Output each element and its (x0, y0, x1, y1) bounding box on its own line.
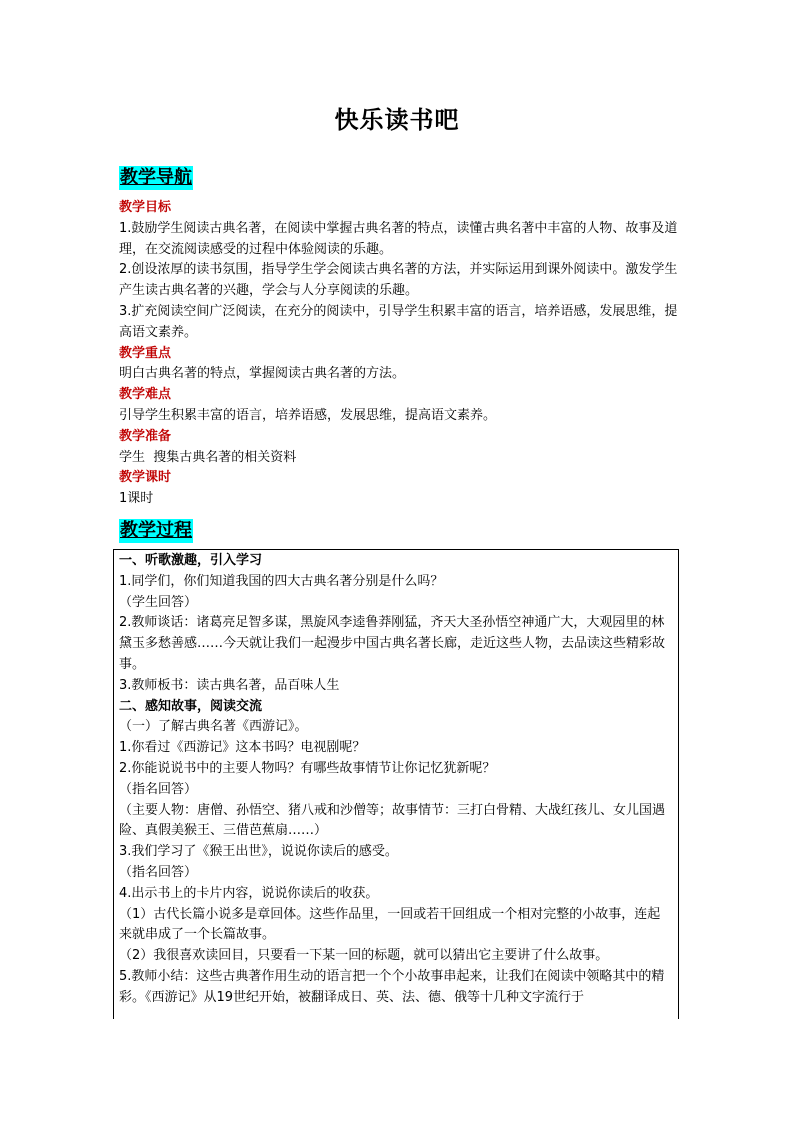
difficulties-text: 引导学生积累丰富的语言，培养语感，发展思维，提高语文素养。 (119, 407, 497, 423)
process-line: 1.同学们，你们知道我国的四大古典名著分别是什么吗？ (119, 573, 444, 589)
section-heading-process: 教学过程 (120, 520, 192, 541)
key-points-text: 明白古典名著的特点，掌握阅读古典名著的方法。 (119, 366, 406, 382)
process-line: 1.你看过《西游记》这本书吗？电视剧呢？ (119, 740, 366, 756)
teaching-guide (119, 198, 679, 510)
process-line: 3.教师板书：读古典名著，品百味人生 (119, 677, 340, 693)
objective-item: 2.创设浓厚的读书氛围，指导学生学会阅读古典名著的方法，并实际运用到课外阅读中。激发学生产生读古典名著的兴趣，学会与人分享阅读的乐趣。 (119, 262, 678, 299)
process-line: （主要人物：唐僧、孙悟空、猪八戒和沙僧等；故事情节：三打白骨精、大战红孩儿、女儿国遇险、真假美猴王、三借芭蕉扇……） (119, 802, 666, 839)
preparation-heading: 教学准备 (119, 428, 172, 444)
process-line: （指名回答） (119, 864, 198, 880)
process-line: 3.我们学习了《猴王出世》，说说你读后的感受。 (119, 844, 398, 860)
process-line: 4.出示书上的卡片内容，说说你读后的收获。 (119, 885, 379, 901)
process-line: 一、听歌激趣，引入学习 (119, 553, 263, 568)
teaching-process-box (113, 549, 679, 1019)
teaching-process-content (114, 550, 678, 1009)
process-line: （一）了解古典名著《西游记》。 (119, 719, 308, 735)
objectives-heading: 教学目标 (119, 200, 172, 215)
period-heading: 教学课时 (119, 470, 172, 486)
process-line: （2）我很喜欢读回目，只要看一下某一回的标题，就可以猜出它主要讲了什么故事。 (119, 948, 609, 964)
process-line: （学生回答） (119, 594, 198, 610)
period-text: 1课时 (119, 491, 154, 507)
preparation-text: 学生 搜集古典名著的相关资料 (119, 449, 297, 465)
objective-item: 1.鼓励学生阅读古典名著，在阅读中掌握古典名著的特点，读懂古典名著中丰富的人物、故事及道理，在交流阅读感受的过程中体验阅读的乐趣。 (119, 220, 678, 257)
process-line: 5.教师小结：这些古典著作用生动的语言把一个个小故事串起来，让我们在阅读中领略其中的精彩。《西游记》从19世纪开始，被翻译成日、英、法、德、俄等十几种文字流行于 (119, 968, 665, 1005)
page-title: 快乐读书吧 (334, 106, 460, 134)
process-line: （指名回答） (119, 781, 198, 797)
process-line: 2.你能说说书中的主要人物吗？有哪些故事情节让你记忆犹新呢？ (119, 760, 496, 776)
process-line: （1）古代长篇小说多是章回体。这些作品里，一回或若干回组成一个相对完整的小故事，连起来就串成了一个长篇故事。 (119, 906, 661, 943)
objective-item: 3.扩充阅读空间广泛阅读，在充分的阅读中，引导学生积累丰富的语言，培养语感，发展思维，提高语文素养。 (119, 303, 678, 340)
key-points-heading: 教学重点 (119, 345, 172, 361)
process-line: 2.教师谈话：诸葛亮足智多谋，黑旋风李逵鲁莽刚猛，齐天大圣孙悟空神通广大，大观园里的林黛玉多愁善感……今天就让我们一起漫步中国古典名著长廊，走近这些人物，去品读这些精彩故事。 (119, 615, 666, 672)
process-line: 二、感知故事，阅读交流 (119, 698, 263, 714)
difficulties-heading: 教学难点 (119, 387, 172, 403)
section-heading-guide: 教学导航 (120, 167, 192, 188)
